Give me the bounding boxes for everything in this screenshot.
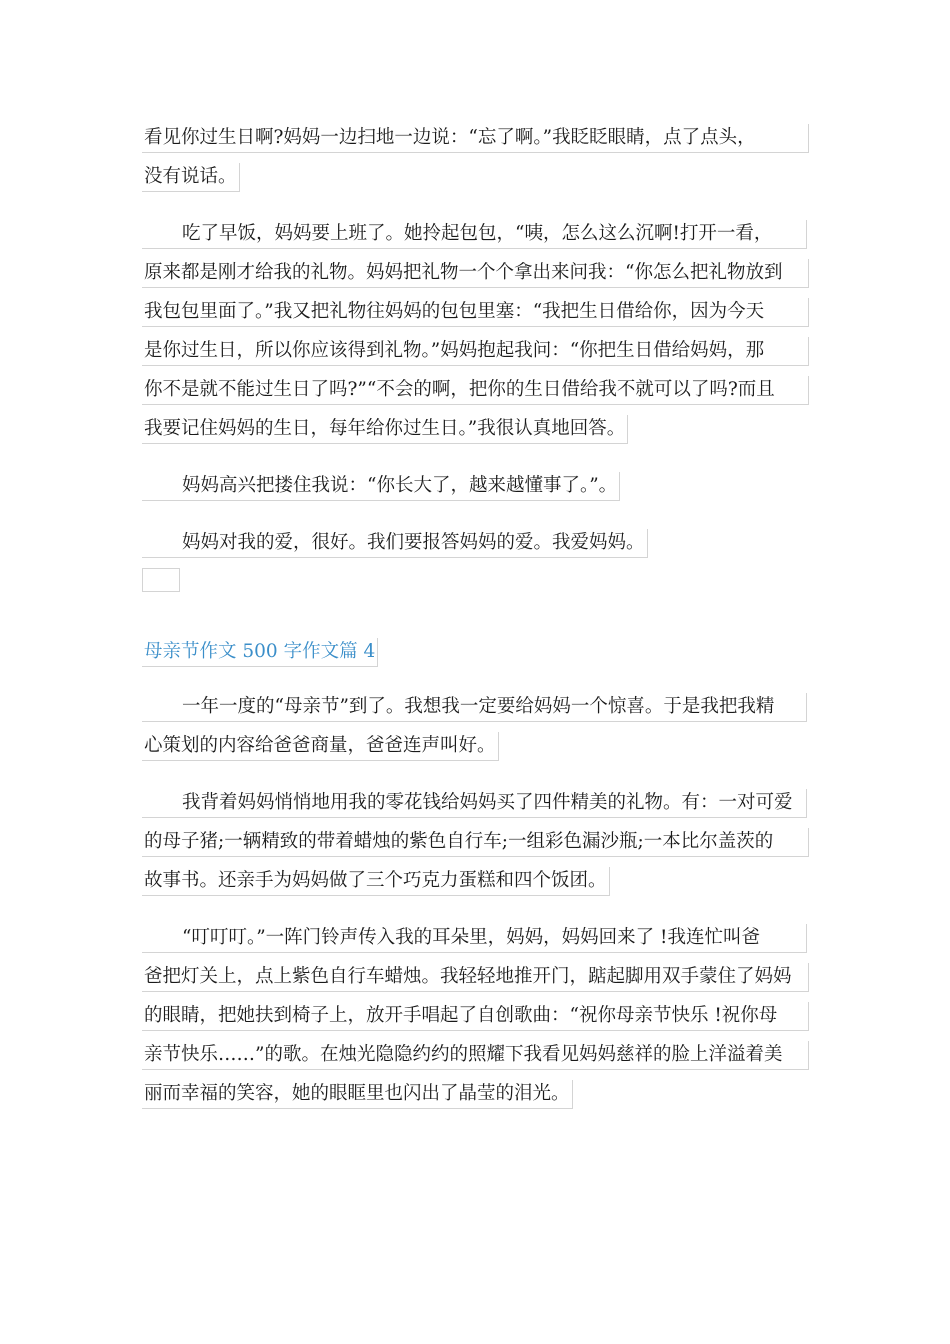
text-line: 我要记住妈妈的生日，每年给你过生日。”我很认真地回答。 bbox=[142, 415, 628, 444]
text-line: 妈妈高兴把搂住我说：“你长大了，越来越懂事了。”。 bbox=[142, 472, 620, 501]
text-line: 我背着妈妈悄悄地用我的零花钱给妈妈买了四件精美的礼物。有：一对可爱 bbox=[142, 789, 807, 818]
text-line: 是你过生日，所以你应该得到礼物。”妈妈抱起我问：“你把生日借给妈妈，那 bbox=[142, 337, 809, 366]
paragraph-6 bbox=[142, 789, 808, 896]
section-heading: 母亲节作文 500 字作文篇 4 bbox=[142, 638, 378, 667]
empty-paragraph-box bbox=[142, 568, 180, 592]
paragraph-2 bbox=[142, 220, 808, 444]
paragraph-1 bbox=[142, 124, 808, 192]
text-line: 你不是就不能过生日了吗?”“不会的啊，把你的生日借给我不就可以了吗?而且 bbox=[142, 376, 809, 405]
paragraph-5 bbox=[142, 693, 808, 761]
text-line: 亲节快乐……”的歌。在烛光隐隐约约的照耀下我看见妈妈慈祥的脸上洋溢着美 bbox=[142, 1041, 809, 1070]
text-line: 爸把灯关上，点上紫色自行车蜡烛。我轻轻地推开门，踮起脚用双手蒙住了妈妈 bbox=[142, 963, 809, 992]
paragraph-4 bbox=[142, 529, 808, 558]
text-line: 妈妈对我的爱，很好。我们要报答妈妈的爱。我爱妈妈。 bbox=[142, 529, 648, 558]
text-line: 丽而幸福的笑容，她的眼眶里也闪出了晶莹的泪光。 bbox=[142, 1080, 573, 1109]
text-line: 心策划的内容给爸爸商量，爸爸连声叫好。 bbox=[142, 732, 499, 761]
text-line: 看见你过生日啊?妈妈一边扫地一边说：“忘了啊。”我眨眨眼睛，点了点头， bbox=[142, 124, 809, 153]
text-line: 我包包里面了。”我又把礼物往妈妈的包包里塞：“我把生日借给你，因为今天 bbox=[142, 298, 809, 327]
text-line: 的母子猪;一辆精致的带着蜡烛的紫色自行车;一组彩色漏沙瓶;一本比尔盖茨的 bbox=[142, 828, 809, 857]
text-line: 的眼睛，把她扶到椅子上，放开手唱起了自创歌曲：“祝你母亲节快乐 !祝你母 bbox=[142, 1002, 809, 1031]
text-line: 一年一度的“母亲节”到了。我想我一定要给妈妈一个惊喜。于是我把我精 bbox=[142, 693, 807, 722]
paragraph-7 bbox=[142, 924, 808, 1109]
text-line: “叮叮叮。”一阵门铃声传入我的耳朵里，妈妈，妈妈回来了 !我连忙叫爸 bbox=[142, 924, 807, 953]
text-line: 故事书。还亲手为妈妈做了三个巧克力蛋糕和四个饭团。 bbox=[142, 867, 610, 896]
text-line: 原来都是刚才给我的礼物。妈妈把礼物一个个拿出来问我：“你怎么把礼物放到 bbox=[142, 259, 809, 288]
text-line: 没有说话。 bbox=[142, 163, 240, 192]
document-page bbox=[142, 124, 808, 1119]
text-line: 吃了早饭，妈妈要上班了。她拎起包包，“咦，怎么这么沉啊!打开一看， bbox=[142, 220, 807, 249]
paragraph-3 bbox=[142, 472, 808, 501]
